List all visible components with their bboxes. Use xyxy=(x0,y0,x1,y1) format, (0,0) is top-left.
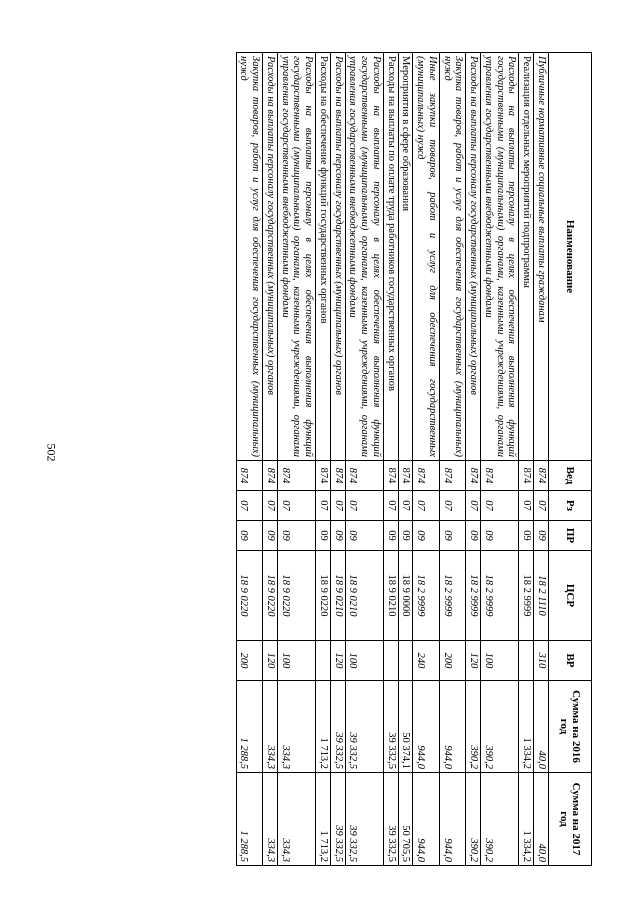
row-sum-2017: 390,2 xyxy=(481,773,519,866)
table-row xyxy=(263,53,278,866)
row-ved: 874 xyxy=(384,461,399,491)
header-csr: ЦСР xyxy=(549,551,592,641)
row-ved: 874 xyxy=(331,461,346,491)
row-vr: 310 xyxy=(534,641,549,681)
header-name: Наименование xyxy=(549,53,592,461)
row-sum-2016: 334,3 xyxy=(263,681,278,773)
page-number: 502 xyxy=(44,443,59,462)
row-sum-2017: 39 332,5 xyxy=(345,773,383,866)
row-vr: 200 xyxy=(236,641,263,681)
table-row xyxy=(331,53,346,866)
table-body xyxy=(236,53,548,866)
row-rz: 07 xyxy=(413,491,440,521)
row-ved: 874 xyxy=(236,461,263,491)
row-pr: 09 xyxy=(534,521,549,551)
row-csr: 18 9 0220 xyxy=(278,551,316,641)
header-ved: Вед xyxy=(549,461,592,491)
row-sum-2017: 50 705,5 xyxy=(398,773,413,866)
row-sum-2017: 390,2 xyxy=(466,773,481,866)
row-sum-2016: 39 332,5 xyxy=(345,681,383,773)
row-sum-2016: 944,0 xyxy=(413,681,440,773)
row-sum-2016: 1 334,2 xyxy=(519,681,534,773)
table-row xyxy=(236,53,263,866)
row-sum-2017: 1 713,2 xyxy=(316,773,331,866)
row-vr: 100 xyxy=(481,641,519,681)
row-sum-2017: 334,3 xyxy=(278,773,316,866)
row-name: Расходы на выплаты персоналу государственных (муниципальных) органов xyxy=(466,53,481,461)
row-name: Расходы на выплаты персоналу в целях обеспечения выполнения функций государственными (муниципальными) органами, казенными учреждениями, органами управления государственными внебюджетными фондами xyxy=(345,53,383,461)
header-sum-2017: Сумма на 2017 год xyxy=(549,773,592,866)
row-rz: 07 xyxy=(466,491,481,521)
row-pr: 09 xyxy=(440,521,467,551)
header-pr: ПР xyxy=(549,521,592,551)
row-sum-2016: 944,0 xyxy=(440,681,467,773)
row-rz: 07 xyxy=(481,491,519,521)
row-csr: 18 9 0000 xyxy=(398,551,413,641)
row-ved: 874 xyxy=(440,461,467,491)
row-csr: 18 2 9999 xyxy=(466,551,481,641)
table-row xyxy=(481,53,519,866)
row-rz: 07 xyxy=(345,491,383,521)
row-name: Расходы на выплаты персоналу в целях обеспечения выполнения функций государственными (муниципальными) органами, казенными учреждениями, органами управления государственными внебюджетными фондами xyxy=(481,53,519,461)
row-ved: 874 xyxy=(398,461,413,491)
row-name: Расходы на обеспечение функций государственных органов xyxy=(316,53,331,461)
row-rz: 07 xyxy=(236,491,263,521)
row-csr: 18 9 0220 xyxy=(236,551,263,641)
row-ved: 874 xyxy=(345,461,383,491)
row-rz: 07 xyxy=(316,491,331,521)
row-pr: 09 xyxy=(278,521,316,551)
row-csr: 18 9 0220 xyxy=(316,551,331,641)
table-row xyxy=(466,53,481,866)
row-ved: 874 xyxy=(263,461,278,491)
budget-table xyxy=(236,52,592,866)
row-pr: 09 xyxy=(263,521,278,551)
row-ved: 874 xyxy=(519,461,534,491)
row-vr: 120 xyxy=(331,641,346,681)
row-csr: 18 9 0210 xyxy=(331,551,346,641)
table-row xyxy=(278,53,316,866)
row-name: Расходы на выплаты персоналу в целях обеспечения выполнения функций государственными (муниципальными) органами, казенными учреждениями, органами управления государственными внебюджетными фондами xyxy=(278,53,316,461)
row-sum-2017: 944,0 xyxy=(440,773,467,866)
row-vr: 120 xyxy=(466,641,481,681)
row-vr: 240 xyxy=(413,641,440,681)
table-row xyxy=(384,53,399,866)
row-sum-2016: 390,2 xyxy=(481,681,519,773)
row-sum-2016: 334,3 xyxy=(278,681,316,773)
row-name: Расходы на выплаты по оплате труда работников государственных органов xyxy=(384,53,399,461)
row-ved: 874 xyxy=(316,461,331,491)
header-vr: ВР xyxy=(549,641,592,681)
row-pr: 09 xyxy=(331,521,346,551)
row-rz: 07 xyxy=(263,491,278,521)
row-sum-2016: 390,2 xyxy=(466,681,481,773)
row-ved: 874 xyxy=(466,461,481,491)
row-csr: 18 2 9999 xyxy=(519,551,534,641)
row-pr: 09 xyxy=(345,521,383,551)
table-row xyxy=(345,53,383,866)
row-sum-2017: 334,3 xyxy=(263,773,278,866)
row-pr: 09 xyxy=(236,521,263,551)
row-ved: 874 xyxy=(534,461,549,491)
row-sum-2017: 1 288,5 xyxy=(236,773,263,866)
table-row xyxy=(413,53,440,866)
row-pr: 09 xyxy=(316,521,331,551)
row-sum-2017: 40,0 xyxy=(534,773,549,866)
row-sum-2016: 1 288,5 xyxy=(236,681,263,773)
row-rz: 07 xyxy=(278,491,316,521)
row-ved: 874 xyxy=(481,461,519,491)
row-vr xyxy=(398,641,413,681)
header-sum-2016: Сумма на 2016 год xyxy=(549,681,592,773)
table-row xyxy=(519,53,534,866)
row-sum-2016: 1 713,2 xyxy=(316,681,331,773)
row-pr: 09 xyxy=(466,521,481,551)
row-csr: 18 9 0210 xyxy=(345,551,383,641)
row-rz: 07 xyxy=(440,491,467,521)
row-name: Иные закупки товаров, работ и услуг для обеспечения государственных (муниципальных) нужд xyxy=(413,53,440,461)
row-ved: 874 xyxy=(413,461,440,491)
row-csr: 18 2 9999 xyxy=(413,551,440,641)
row-csr: 18 9 0210 xyxy=(384,551,399,641)
row-name: Расходы на выплаты персоналу государственных (муниципальных) органов xyxy=(331,53,346,461)
row-sum-2017: 944,0 xyxy=(413,773,440,866)
row-sum-2016: 39 332,5 xyxy=(384,681,399,773)
row-name: Мероприятия в сфере образования xyxy=(398,53,413,461)
row-vr: 100 xyxy=(345,641,383,681)
row-ved: 874 xyxy=(278,461,316,491)
row-rz: 07 xyxy=(384,491,399,521)
row-name: Реализация отдельных мероприятий подпрограммы xyxy=(519,53,534,461)
row-vr xyxy=(316,641,331,681)
row-vr xyxy=(519,641,534,681)
budget-table-container xyxy=(87,52,592,865)
row-csr: 18 2 9999 xyxy=(481,551,519,641)
row-vr: 200 xyxy=(440,641,467,681)
row-sum-2017: 39 332,5 xyxy=(384,773,399,866)
row-name: Расходы на выплаты персоналу государственных (муниципальных) органов xyxy=(263,53,278,461)
row-rz: 07 xyxy=(331,491,346,521)
row-vr: 100 xyxy=(278,641,316,681)
row-pr: 09 xyxy=(384,521,399,551)
header-rz: Рз xyxy=(549,491,592,521)
row-csr: 18 2 9999 xyxy=(440,551,467,641)
row-name: Закупка товаров, работ и услуг для обеспечения государственных (муниципальных) нужд xyxy=(440,53,467,461)
table-row xyxy=(534,53,549,866)
row-vr xyxy=(384,641,399,681)
row-sum-2016: 40,0 xyxy=(534,681,549,773)
row-sum-2016: 50 374,1 xyxy=(398,681,413,773)
table-header-row xyxy=(549,53,592,866)
row-sum-2016: 39 332,5 xyxy=(331,681,346,773)
row-vr: 120 xyxy=(263,641,278,681)
row-csr: 18 2 1110 xyxy=(534,551,549,641)
row-name: Закупка товаров, работ и услуг для обеспечения государственных (муниципальных) нужд xyxy=(236,53,263,461)
row-rz: 07 xyxy=(398,491,413,521)
row-sum-2017: 39 332,5 xyxy=(331,773,346,866)
row-rz: 07 xyxy=(519,491,534,521)
row-pr: 09 xyxy=(413,521,440,551)
row-pr: 09 xyxy=(481,521,519,551)
row-rz: 07 xyxy=(534,491,549,521)
row-pr: 09 xyxy=(519,521,534,551)
row-sum-2017: 1 334,2 xyxy=(519,773,534,866)
table-row xyxy=(440,53,467,866)
row-name: Публичные нормативные социальные выплаты гражданам xyxy=(534,53,549,461)
row-csr: 18 9 0220 xyxy=(263,551,278,641)
table-row xyxy=(398,53,413,866)
table-row xyxy=(316,53,331,866)
row-pr: 09 xyxy=(398,521,413,551)
